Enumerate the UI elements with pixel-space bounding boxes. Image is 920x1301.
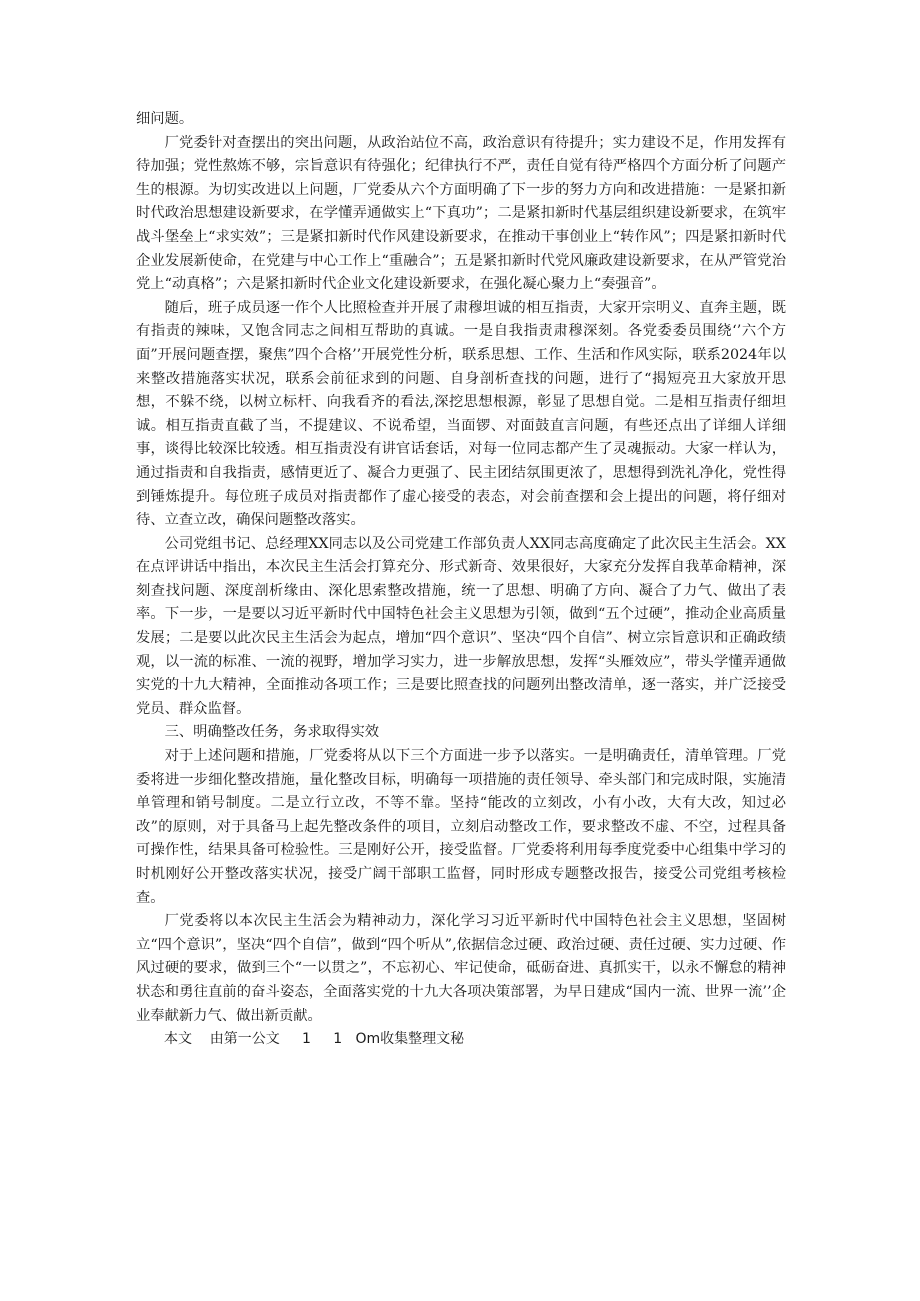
footer-note: 本文 由第一公文 1 1 Om收集整理文秘 — [164, 1031, 465, 1048]
paragraph-problem-analysis: 厂党委针对查摆出的突出问题，从政治站位不高，政治意识有待提升；实力建设不足，作用发挥有待加强；党性熬炼不够，宗旨意识有待强化；纪律执行不严，责任自觉有待严格四个方面分析了问题产生的根源。为切实改进以上问题，厂党委从六个方面明确了下一步的努力方向和改进措施：一是紧扣新时代政治思想建设新要求，在学懂弄通做实上“下真功”；二是紧扣新时代基层组织建设新要求，在筑牢战斗堡垒上“求实效”；三是紧扣新时代作风建设新要求，在推动干事创业上“转作风”；四是紧扣新时代企业发展新使命，在党建与中心工作上“重融合”；五是紧扣新时代党风廉政建设新要求，在从严管党治党上“动真格”；六是紧扣新时代企业文化建设新要求，在强化凝心聚力上“奏强音”。 — [136, 134, 786, 293]
paragraph-mutual-criticism: 随后，班子成员逐一作个人比照检查并开展了肃穆坦诚的相互指责，大家开宗明义、直奔主题，既有指责的辣味，又饱含同志之间相互帮助的真诚。一是自我指责肃穆深刻。各党委委员围绕‘’六个方面”开展问题查摆，聚焦”四个合格’’开展党性分析，联系思想、工作、生活和作风实际，联系2024年以来整改措施落实状况，联系会前征求到的问题、自身剖析查找的问题，进行了“揭短亮丑大家放开思想，不躲不绕，以树立标杆、向我看齐的看法,深挖思想根源，彰显了思想自觉。二是相互指责仔细坦诚。相互指责直截了当，不提建议、不说希望，当面锣、对面鼓直言问题，有些还点出了详细人详细事，谈得比较深比较透。相互指责没有讲官话套话，对每一位同志都产生了灵魂振动。大家一样认为，通过指责和自我指责，感情更近了、凝合力更强了、民主团结氛围更浓了，思想得到洗礼净化，党性得到锤炼提升。每位班子成员对指责都作了虚心接受的表态，对会前查摆和会上提出的问题，将仔细对待、立查立改，确保问题整改落实。 — [136, 299, 786, 529]
paragraph-rectification-measures: 对于上述问题和措施，厂党委将从以下三个方面进一步予以落实。一是明确责任，清单管理。厂党委将进一步细化整改措施，量化整改目标，明确每一项措施的责任领导、牵头部门和完成时限，实施清单管理和销号制度。二是立行立改，不等不靠。坚持“能改的立刻改，小有小改，大有大改，知过必改”的原则，对于具备马上起先整改条件的项目，立刻启动整改工作，要求整改不虚、不空，过程具备可操作性，结果具备可检验性。三是刚好公开，接受监督。厂党委将利用每季度党委中心组集中学习的时机刚好公开整改落实状况，接受广阔干部职工监督，同时形成专题整改报告，接受公司党组考核检查。 — [136, 748, 786, 906]
paragraph-continuation: 细问题。 — [136, 111, 194, 127]
paragraph-leader-remarks: 公司党组书记、总经理XX同志以及公司党建工作部负责人XX同志高度确定了此次民主生活会。XX在点评讲话中指出，本次民主生活会打算充分、形式新奇、效果很好，大家充分发挥自我革命精神，深刻查找问题、深度剖析缘由、深化思索整改措施，统一了思想、明确了方向、凝合了力气、做出了表率。下一步，一是要以习近平新时代中国特色社会主义思想为引领，做到“五个过硬”，推动企业高质量发展；二是要以此次民主生活会为起点，增加“四个意识”、坚决“四个自信”、树立宗旨意识和正确政绩观，以一流的标准、一流的视野，增加学习实力，进一步解放思想，发挥“头雁效应”，带头学懂弄通做实党的十九大精神，全面推动各项工作；三是要比照查找的问题列出整改清单，逐一落实，并广泛接受党员、群众监督。 — [136, 535, 786, 717]
section-heading: 三、明确整改任务，务求取得实效 — [164, 724, 380, 741]
paragraph-conclusion: 厂党委将以本次民主生活会为精神动力，深化学习习近平新时代中国特色社会主义思想，坚固树立“四个意识”，坚决“四个自信”，做到“四个听从”,依据信念过硬、政治过硬、责任过硬、实力过硬、作风过硬的要求，做到三个“一以贯之”，不忘初心、牢记使命，砥砺奋进、真抓实干，以永不懈怠的精神状态和勇往直前的奋斗姿态，全面落实党的十九大各项决策部署，为早日建成“国内一流、世界一流’’企业奉献新力气、做出新贡献。 — [136, 913, 786, 1024]
document-page — [136, 108, 786, 1052]
